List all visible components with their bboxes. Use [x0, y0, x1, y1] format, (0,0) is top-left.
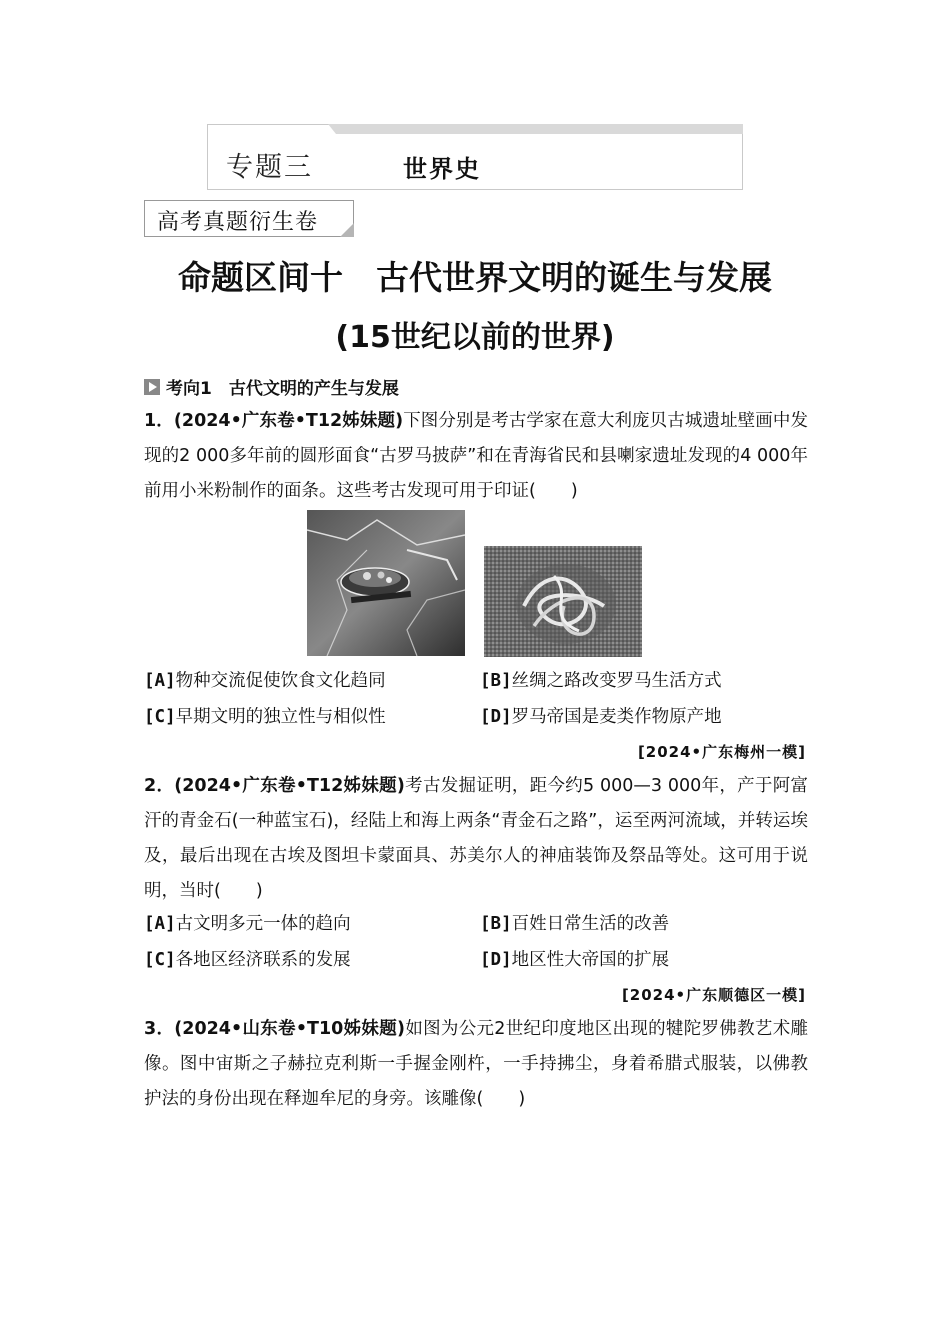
direction-heading — [144, 374, 399, 399]
option-text: 罗马帝国是麦类作物原产地 — [511, 707, 722, 727]
option-text: 早期文明的独立性与相似性 — [175, 707, 386, 727]
topic-name: 世界史 — [403, 155, 481, 183]
fresco-pizza-photo — [307, 510, 465, 656]
option-text: 古文明多元一体的趋向 — [175, 914, 351, 934]
option-label: [B] — [480, 671, 512, 691]
direction-label: 考向1 古代文明的产生与发展 — [166, 379, 399, 399]
q2-option-d[interactable] — [480, 946, 669, 971]
banner-stripe — [328, 124, 743, 134]
option-label: [D] — [480, 950, 512, 970]
option-label: [C] — [144, 707, 176, 727]
option-text: 物种交流促使饮食文化趋同 — [175, 671, 386, 691]
play-icon — [144, 379, 160, 395]
option-text: 丝绸之路改变罗马生活方式 — [511, 671, 722, 691]
exam-tag — [144, 200, 354, 237]
question-3-source: (2024•山东卷•T10姊妹题) — [174, 1019, 406, 1039]
question-2 — [144, 769, 808, 909]
question-2-source: (2024•广东卷•T12姊妹题) — [174, 776, 405, 796]
option-text: 各地区经济联系的发展 — [175, 950, 351, 970]
question-3-number: 3． — [144, 1019, 175, 1039]
option-text: 地区性大帝国的扩展 — [511, 950, 670, 970]
question-1-source: (2024•广东卷•T12姊妹题) — [173, 411, 404, 431]
q2-option-c[interactable] — [144, 946, 351, 971]
exam-tag-label: 高考真题衍生卷 — [157, 210, 319, 235]
q1-citation: [2024•广东梅州一模] — [637, 743, 806, 761]
section-title: 命题区间十 古代世界文明的诞生与发展 — [178, 258, 772, 297]
topic-banner — [207, 124, 743, 190]
option-label: [C] — [144, 950, 176, 970]
option-label: [D] — [480, 707, 512, 727]
question-1 — [144, 404, 808, 509]
question-3-text: 如图为公元2世纪印度地区出现的犍陀罗佛教艺术雕像。图中宙斯之子赫拉克利斯一手握金刚杵，一手持拂尘，身着希腊式服装，以佛教护法的身份出现在释迦牟尼的身旁。该雕像( ) — [144, 1019, 808, 1109]
question-2-text: 考古发掘证明，距今约5 000—3 000年，产于阿富汗的青金石(一种蓝宝石)，经陆上和海上两条“青金石之路”，运至两河流域，并转运埃及，最后出现在古埃及图坦卡蒙面具、苏美尔人的神庙装饰及祭品等处。这可用于说明，当时( ) — [144, 776, 808, 901]
question-3 — [144, 1012, 808, 1117]
q2-option-b[interactable] — [480, 910, 669, 935]
tag-corner — [340, 223, 354, 237]
question-2-number: 2． — [144, 776, 175, 796]
q1-option-b[interactable] — [480, 667, 722, 692]
section-subtitle: (15世纪以前的世界) — [335, 320, 615, 355]
millet-noodles-photo — [484, 546, 642, 657]
q1-option-d[interactable] — [480, 703, 722, 728]
option-text: 百姓日常生活的改善 — [511, 914, 670, 934]
option-label: [A] — [144, 671, 176, 691]
option-label: [B] — [480, 914, 512, 934]
topic-number: 专题三 — [226, 152, 313, 183]
option-label: [A] — [144, 914, 176, 934]
q1-option-c[interactable] — [144, 703, 386, 728]
q2-option-a[interactable] — [144, 910, 351, 935]
question-1-number: 1． — [144, 411, 174, 431]
q1-option-a[interactable] — [144, 667, 386, 692]
question-1-text: 下图分别是考古学家在意大利庞贝古城遗址壁画中发现的2 000多年前的圆形面食“古罗马披萨”和在青海省民和县喇家遗址发现的4 000年前用小米粉制作的面条。这些考古发现可用于印证( ) — [144, 411, 808, 501]
q2-citation: [2024•广东顺德区一模] — [621, 986, 806, 1004]
